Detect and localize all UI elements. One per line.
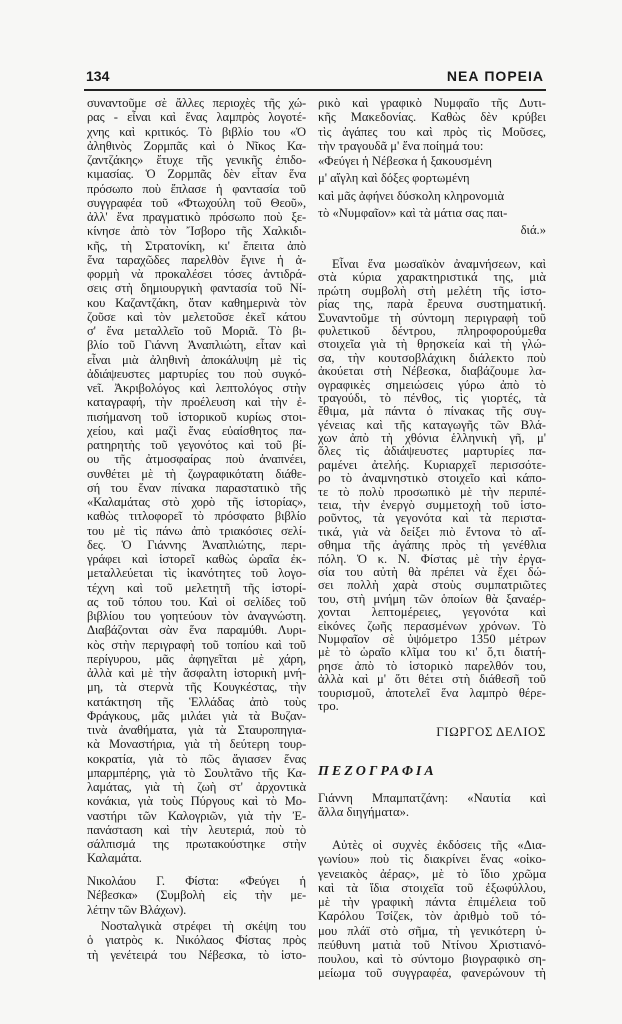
text-line: ρησε ἀπὸ τὸ ἱστορικὸ παρελθόν του, (318, 658, 546, 673)
text-line: μὲ τὴν γραφικὴ πάντα ἐπιμέλεια τοῦ (318, 895, 546, 909)
text-line: ἄλλα διηγήματα». (318, 805, 410, 820)
text-line: καὶ τὰ ἴδια στοιχεῖα τοῦ ἐξωφύλλου, (318, 880, 546, 895)
text-line: τε τὸ πολὺ προσωπικὸ μὲ τὴν περιπέ- (318, 484, 546, 499)
text-line: εἰκόνες ζωῆς περασμένων χρόνων. Τὸ (318, 618, 546, 633)
text-line: τὸ «Νυμφαῖον» καὶ τὰ μάτια σας παι- (318, 205, 508, 220)
text-line: ρικὸ καὶ γραφικὸ Νυμφαῖο τῆς Δυτι- (318, 96, 546, 110)
text-line: βιβλίου του γοητεύουν τὸν ἀναγνώστη. (87, 609, 306, 623)
text-line: κῆς Μακεδονίας. Καθὼς δὲν κρύβει (318, 110, 546, 125)
text-line: του, στὴ μνήμη τῶν ὁποίων θὰ ξαναέρ- (318, 591, 546, 606)
text-line: ἀκούεται στὴ Νέβεσκα, διαβάζουμε λα- (318, 364, 546, 379)
text-line: γράφει καὶ ἱστορεῖ καθὼς ὡραῖα ἐκ- (87, 552, 306, 566)
text-line: συγγραφέα τοῦ «Φτωχούλη τοῦ Θεοῦ», (87, 195, 306, 210)
text-line: τεια, τὴν ἐνεργὸ συμμετοχὴ τοῦ ἱστο- (318, 498, 546, 513)
text-line: Εἶναι ἕνα μωσαϊκὸν ἀναμνήσεων, καὶ (332, 257, 546, 271)
text-line: ζοῦσε καὶ τὸν μελετοῦσε ἐκεῖ κάτου (87, 309, 306, 324)
text-line: κὸς στὴν περιγραφὴ τοῦ τοπίου καὶ τοῦ (87, 637, 306, 652)
text-line: διά.» (520, 223, 546, 237)
text-line: ὅλες τὶς ἀδιάψευστες μαρτυρίες πα- (318, 444, 546, 459)
text-line: πουλου, καὶ τὸ σύντομο βιογραφικὸ ση- (318, 952, 546, 966)
journal-title: ΝΕΑ ΠΟΡΕΙΑ (446, 68, 544, 84)
text-line: καθὼς τιτλοφορεῖ τὸ πρόσφατο βιβλίο (87, 509, 306, 524)
text-line: πρόσωπο ποὺ ἔπλασε ἡ φαντασία τοῦ (87, 181, 306, 196)
text-line: λαμάτας, γιὰ τὴ ζωὴ στ' ἀρχοντικὰ (87, 780, 306, 794)
text-line: ἕνα ταραχῶδες παρελθὸν ἔγινε ἡ ἀ- (87, 252, 306, 267)
text-line: κοκρατία, γιὰ τὸ πῶς ἅγιασεν ἕνας (87, 751, 306, 766)
text-line: δες. Ὁ Γιάννης Ἀναπλιώτης, περι- (87, 537, 306, 552)
text-line: ἀλλ' ἕνα πραγματικὸ πρόσωπο ποὺ ξε- (87, 210, 306, 224)
text-line: Διαβάζονται σὰν ἕνα παραμύθι. Λυρι- (87, 623, 306, 638)
text-line: ας τοῦ τόπου του. Καὶ οἱ σελίδες τοῦ (87, 594, 306, 609)
text-line: σεις στὴ δημιουργικὴ φαντασία τοῦ Νί- (87, 281, 306, 296)
quoted-poem (318, 154, 546, 240)
text-line: χονται λεπτομέρειες, γεγονότα καὶ (318, 605, 546, 620)
review-fista-continued (318, 96, 546, 153)
text-line: Νέβεσκα» (Συμβολὴ εἰς τὴν με- (87, 888, 306, 903)
text-line: στὰ κύρια χαρακτηριστικά της, μιὰ (318, 270, 546, 285)
text-line: φορμὴ νὰ προκαλέσει τόσες ἀντιδρά- (87, 267, 306, 281)
text-line: κίνησε ἀπὸ τὸν Ἴσβορο τῆς Χαλκιδι- (87, 224, 306, 239)
text-line: ροῦντος, τὰ γεγονότα καὶ τὰ περιστα- (318, 511, 546, 526)
text-line: βλίο τοῦ Γιάννη Ἀναπλιώτη, εἶταν καὶ (87, 338, 306, 353)
text-line: Νυμφαῖον σὲ ὑψόμετρο 1350 μέτρων (318, 631, 546, 646)
text-line: μὲ τὸ ὡραῖο κλῖμα του κι' ὅ,τι διατή- (318, 645, 546, 660)
text-line: στοιχεῖα γιὰ τὴ θρησκεία καὶ τὴ γλώ- (318, 337, 546, 352)
text-line: τρο. (318, 698, 339, 713)
text-line: ἀδιάψευστες μαρτυρίες του ποὺ συγκό- (87, 366, 306, 381)
text-line: τραγούδι, τὸ πένθος, τὶς γιορτές, τὰ (318, 390, 546, 405)
text-line: ρο τὸ ἀναμνηστικὸ στοιχεῖο καὶ κάπο- (318, 471, 546, 486)
text-line: Καρόλου Τσίζεκ, τὸν ἀριθμὸ τοῦ τό- (318, 909, 546, 924)
text-line: ἀληθινὸς Ζορμπᾶς καὶ ὁ Νῖκος Κα- (87, 138, 306, 153)
text-line: καὶ μᾶς ἀφήνει δύσκολη κληρονομιὰ (318, 188, 505, 203)
text-line: κονάκια, γιὰ τοὺς Πύργους καὶ τὸ Μο- (87, 794, 306, 809)
text-line: μ' αἴγλη καὶ δόξες φορτωμένη (318, 171, 470, 186)
text-line: κιμασίας. Ὁ Ζορμπᾶς δὲν εἶταν ἕνα (87, 167, 306, 182)
text-line: Γιάννη Μπαμπατζάνη: «Ναυτία καὶ (318, 791, 546, 805)
text-line: σ' ἕνα μεταλλεῖο τοῦ Μοριᾶ. Τὸ βι- (87, 324, 306, 338)
text-line: του μὲ τὶς πάνω ἀπὸ τριακόσιες σελί- (87, 523, 306, 538)
text-line: μπαρμπέρης, γιὰ τὸ Σουλτᾶνο τῆς Κα- (87, 765, 306, 780)
text-line: γωνίου» ποὺ τὶς διακρίνει ἕνας «οἰκο- (318, 852, 546, 867)
text-line: τουρισμοῦ, ἀποτελεῖ ἕνα λαμπρὸ θέρε- (318, 685, 546, 700)
review-babatzani-heading (318, 791, 546, 820)
text-line: ἔθιμα, μὰ πάντα ὁ πίνακας τῆς συγ- (318, 404, 546, 419)
text-line: μου πλάϊ στὸ σῆμα, τὴ γενικότερη ὑ- (318, 923, 546, 938)
text-line: ραμένει ἀτελής. Κυριαρχεῖ περισσότε- (318, 457, 546, 472)
text-line: κατάκτηση τῆς Ἑλλάδας ἀπὸ τοὺς (87, 694, 306, 709)
text-line: μεταλλεύεται τὶς ἱκανότητες τοῦ λογο- (87, 566, 306, 581)
review-anaplioti-text (87, 96, 306, 866)
text-line: σα, τὴν κουτσοβλάχικη διάλεκτο ποὺ (318, 350, 546, 365)
text-line: ὁ γιατρὸς κ. Νικόλαος Φίστας πρὸς (87, 933, 306, 948)
text-line: περίγυρου, μᾶς ἀφηγεῖται μὲ χάρη, (87, 651, 306, 666)
text-line: πισήμανση τοῦ ἱστορικοῦ κυρίως στοι- (87, 409, 306, 424)
text-line: Συναντοῦμε τὴ σύντομη περιγραφὴ τοῦ (318, 310, 546, 325)
text-line: τινὰ ἀναθήματα, γιὰ τὰ Σταυροπηγια- (87, 723, 306, 737)
text-line: ρίας της, παρὰ ἔρευνα συστηματική. (318, 297, 546, 312)
text-line: κῆς, τὴ Στρατονίκη, κι' ἔπειτα ἀπὸ (87, 238, 306, 253)
text-line: συναντοῦμε σὲ ἄλλες περιοχὲς τῆς χώ- (87, 96, 306, 110)
text-line: Αὐτὲς οἱ συχνὲς ἐκδόσεις τῆς «Δια- (332, 838, 546, 852)
text-line: σάλπισμά της πρωτακούστηκε στὴν (87, 837, 306, 851)
text-line: «Φεύγει ἡ Νέβεσκα ἡ ξακουσμένη (318, 154, 492, 168)
text-line: τὶς ἀγάπες του καὶ πρὸς τὶς Μοῦσες, (318, 124, 546, 139)
text-line: ου τῆς ἀτμοσφαίρας ποὺ ἀναπνέει, (87, 452, 306, 467)
text-line: ἀλλὰ καὶ μ' ὅτι θέτει στὴ διάθεσῆ τοῦ (318, 672, 546, 687)
text-line: κου Καζαντζάκη, ὅταν καθημερινὰ τὸν (87, 295, 306, 310)
text-line: πόλη. Ὁ κ. Ν. Φίστας μὲ τὴν ἐργα- (318, 551, 546, 566)
text-line: τὴ γενέτειρά του Νέβεσκα, τὸ ἱστο- (87, 947, 306, 962)
text-line: ναστήρι τῶν Καλογριῶν, γιὰ τὴν Ἐ- (87, 808, 306, 823)
text-line: Νικολάου Γ. Φίστα: «Φεύγει ἡ (87, 874, 306, 888)
header-rule (84, 89, 546, 91)
text-line: τικά, γιὰ νὰ δείξει πιὸ ἔντονα τὸ αἴ- (318, 524, 546, 539)
text-line: χων ἀπὸ τὴ χθόνια ἑλληνικὴ γῆ, μ' (318, 431, 546, 446)
text-line: γένειας καὶ τῆς καταγωγῆς τῶν Βλά- (318, 417, 546, 432)
text-line: κὰ Μοναστήρια, γιὰ τὴ δεύτερη τουρ- (87, 737, 306, 752)
text-line: πρώτη συμβολὴ στὴ μελέτη τῆς ἱστο- (318, 283, 546, 298)
review-fista-heading (87, 874, 306, 917)
text-line: ρας - εἶναι καὶ ἕνας λαμπρὸς λογοτέ- (87, 110, 306, 125)
text-line: ογραφικὲς σημειώσεις γύρω ἀπὸ τὸ (318, 377, 546, 392)
text-line: πανάσταση καὶ τὴν λευτεριά, ποὺ τὸ (87, 822, 306, 837)
reviewer-signature: ΓΙΩΡΓΟΣ ΔΕΛΙΟΣ (436, 724, 546, 739)
review-babatzani-text (318, 838, 546, 981)
text-line: «Καλαμάτας στὸ χορὸ τῆς ἱστορίας», (87, 495, 306, 509)
review-fista-body (318, 258, 546, 713)
text-line: τὴν τραγουδᾶ μ' ἕνα ποίημά του: (318, 138, 484, 153)
text-line: νεῖ. Ἀκριβολόγος καὶ λεπτολόγος στὴν (87, 381, 306, 395)
review-fista-text (87, 919, 306, 962)
text-line: φυλετικοῦ δέντρου, πληροφορούμεθα (318, 323, 546, 338)
text-line: Νοσταλγικὰ στρέφει τὴ σκέψη του (101, 919, 306, 933)
text-line: σθημα τῆς ἀγάπης πρὸς τὴ γενέθλια (318, 538, 546, 553)
text-line: χνης καὶ κριτικός. Τὸ βιβλίο του «Ὁ (87, 124, 306, 139)
text-line: μείωμα τοῦ συγγραφέα, φανερώνουν τὴ (318, 966, 546, 981)
text-line: σει πολλὴ χαρὰ στοὺς συμπατριῶτες (318, 578, 546, 593)
section-title: ΠΕΖΟΓΡΑΦΙΑ (318, 764, 437, 779)
text-line: ζαντζάκης» ἔτυχε τῆς γενικῆς ἐπιδο- (87, 153, 306, 167)
text-line: καταγραφή, τὴν προέλευση καὶ τὴν ἐ- (87, 395, 306, 410)
text-line: Φράγκους, μᾶς μιλάει γιὰ τὰ Βυζαν- (87, 708, 306, 723)
text-line: πεύθυνη ματιὰ τοῦ Ντίνου Χριστιανό- (318, 937, 546, 952)
text-line: μη, τὰ στερνὰ τῆς Κουγκέστας, τὴν (87, 680, 306, 695)
text-line: Καλαμάτα. (87, 851, 142, 866)
text-line: σία του αὐτὴ θὰ πρέπει νὰ ἔχει δώ- (318, 564, 546, 579)
text-line: ἀλλὰ καὶ μὲ τὴν ἄσφαλτη ἱστορικὴ μνή- (87, 666, 306, 680)
text-line: ρατηρητὴς τοῦ γεγονότος καὶ τοῦ βί- (87, 438, 306, 452)
text-line: τέχνη καὶ τοῦ μελετητῆ τῆς ἱστορί- (87, 580, 306, 595)
page-number: 134 (86, 68, 110, 84)
text-line: εἶναι μιὰ ἀληθινὴ ἀποκάλυψη μὲ τὶς (87, 352, 306, 367)
text-line: λέτην τῶν Βλάχων). (87, 902, 187, 917)
text-line: συνθέτει μὲ τὴ ζωγραφικότατη διάθε- (87, 466, 306, 481)
text-line: χείου, καὶ μαζὶ ἕνας εὐαίσθητος πα- (87, 423, 306, 438)
text-line: σή του ἕναν πίνακα παραστατικὸ τῆς (87, 480, 306, 495)
text-line: γενειακὸς ἀέρας», μὲ τὸ ἴδιο χρῶμα (318, 866, 546, 881)
